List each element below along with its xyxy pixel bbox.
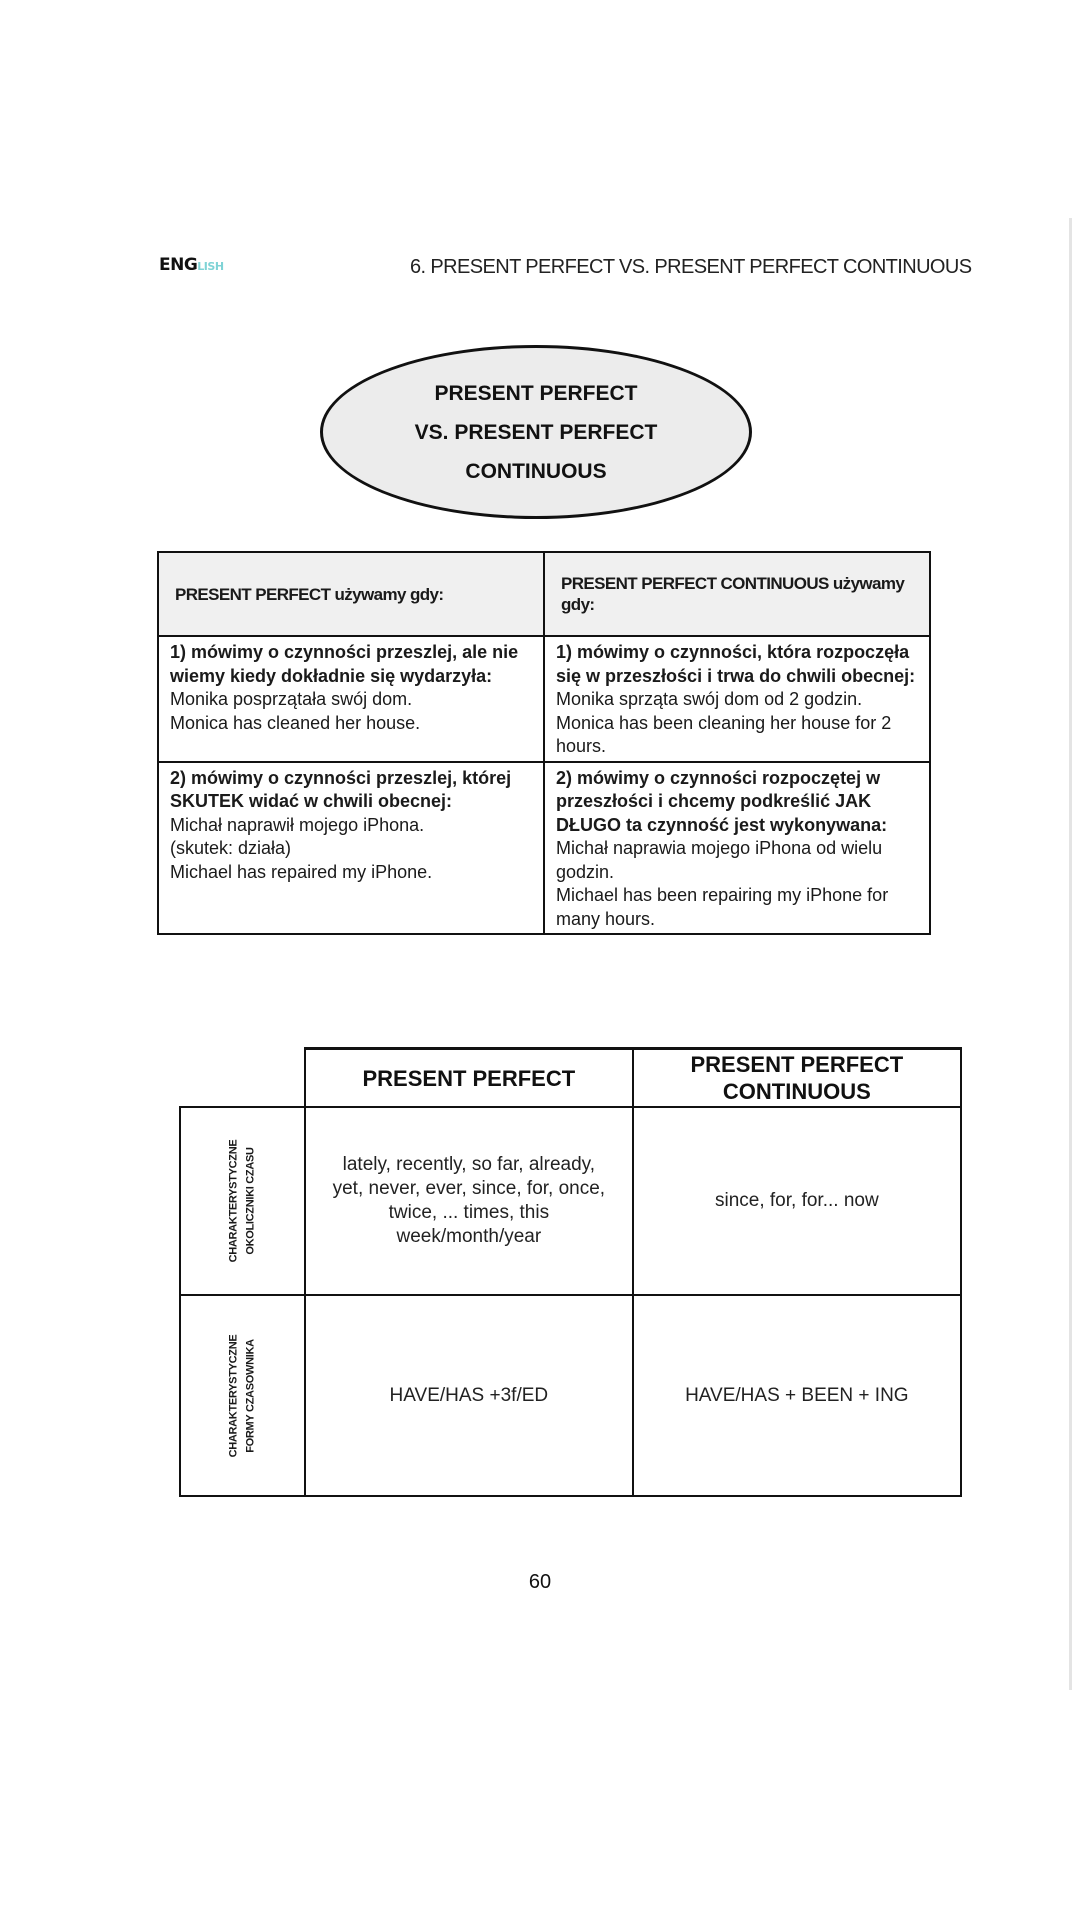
row-label-verb-forms [180,1295,305,1496]
english-logo [159,255,224,275]
ppc-verb-form-cell: HAVE/HAS + BEEN + ING [633,1295,961,1496]
table-row [158,762,930,935]
markers-header-present-perfect: PRESENT PERFECT [305,1049,633,1108]
logo-sub-text: LISH [197,260,224,273]
polish-example: Michał naprawił mojego iPhona. [170,814,425,835]
example-note: (skutek: działa) [170,838,292,858]
logo-main-text: ENG [159,255,198,275]
table-row [180,1107,961,1295]
ppc-time-expressions-cell: since, for, for... now [633,1107,961,1295]
usage-cell-pp-1 [158,636,544,762]
table-row [180,1295,961,1496]
usage-header-present-perfect-continuous: PRESENT PERFECT CONTINUOUS używamy gdy: [544,552,930,636]
row-label-line-2: FORMY CZASOWNIKA [244,1338,257,1453]
polish-example: Michał naprawia mojego iPhona od wielu godzin. [556,838,883,882]
topic-title-oval [320,345,752,519]
usage-header-present-perfect: PRESENT PERFECT używamy gdy: [158,552,544,636]
page-number: 60 [528,1571,552,1593]
title-line-1: PRESENT PERFECT [434,381,638,405]
usage-rule: 1) mówimy o czynności przeszlej, ale nie wiemy kiedy dokładnie się wydarzyła: [170,642,519,686]
table-row [158,636,930,762]
markers-header-ppc-line-1: PRESENT PERFECT [690,1052,904,1077]
pp-expressions-line-1: lately, recently, so far, already, [342,1154,596,1175]
usage-rule: 1) mówimy o czynności, która rozpoczęła się w przeszłości i trwa do chwili obecnej: [556,642,916,686]
markers-header-row [180,1049,961,1108]
usage-cell-pp-2 [158,762,544,935]
markers-header-present-perfect-continuous [633,1049,961,1108]
usage-rules-table [157,551,931,935]
pp-time-expressions-cell [305,1107,633,1295]
row-label-time-expressions [180,1107,305,1295]
time-markers-table [179,1047,962,1497]
pp-expressions-line-4: week/month/year [396,1226,542,1247]
pp-verb-form-cell: HAVE/HAS +3f/ED [305,1295,633,1496]
usage-rule: 2) mówimy o czynności rozpoczętej w przeszłości i chcemy podkreślić JAK DŁUGO ta czynność jest wykonywana: [556,767,888,835]
row-label-line-2: OKOLICZNIKI CZASU [244,1147,257,1255]
vertical-label [225,1334,259,1457]
usage-header-row [158,552,930,636]
english-example: Michael has been repairing my iPhone for many hours. [556,885,889,929]
empty-corner-cell [180,1049,305,1108]
usage-rule: 2) mówimy o czynności przeszlej, której SKUTEK widać w chwili obecnej: [170,767,512,811]
pp-expressions-line-3: twice, ... times, this [388,1202,550,1223]
markers-header-ppc-line-2: CONTINUOUS [722,1079,871,1104]
chapter-title: 6. PRESENT PERFECT VS. PRESENT PERFECT CONTINUOUS [410,256,972,278]
polish-example: Monika posprzątała swój dom. [170,689,413,709]
title-line-3: CONTINUOUS [465,459,607,483]
page-edge-scrollbar[interactable] [1069,218,1072,1690]
english-example: Monica has cleaned her house. [170,712,421,733]
vertical-label [225,1140,259,1263]
row-label-line-1: CHARAKTERYSTYCZNE [227,1139,240,1263]
english-example: Michael has repaired my iPhone. [170,861,433,882]
usage-cell-ppc-1 [544,636,930,762]
polish-example: Monika sprząta swój dom od 2 godzin. [556,689,863,709]
usage-cell-ppc-2 [544,762,930,935]
english-example: Monica has been cleaning her house for 2 hours. [556,712,892,756]
pp-expressions-line-2: yet, never, ever, since, for, once, [332,1178,606,1199]
row-label-line-1: CHARAKTERYSTYCZNE [227,1334,240,1457]
title-line-2: VS. PRESENT PERFECT [414,420,658,444]
